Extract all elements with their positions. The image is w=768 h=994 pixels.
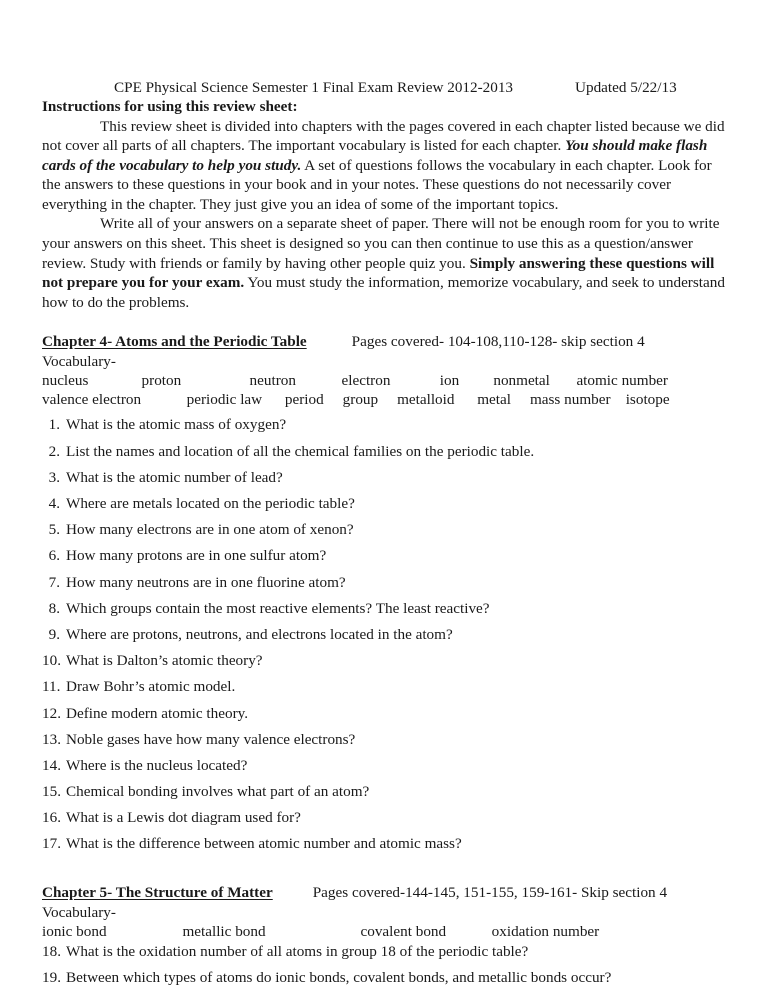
question-number: 18. xyxy=(42,942,61,960)
question-item xyxy=(42,442,730,461)
chapter-5-vocabulary-label: Vocabulary- xyxy=(42,903,116,921)
paragraph-2-part-2: You must study the information, memorize vocabulary, and seek to understand how to do the problems. xyxy=(42,274,725,311)
question-text: Where are protons, neutrons, and electrons located in the atom? xyxy=(66,625,453,643)
question-text: Which groups contain the most reactive elements? The least reactive? xyxy=(66,599,490,617)
chapter-4-heading xyxy=(42,332,730,352)
question-number: 4. xyxy=(48,495,60,512)
chapter-5-pages-covered: Pages covered-144-145, 151-155, 159-161- Skip section 4 xyxy=(312,883,668,901)
instructions-paragraph-2 xyxy=(42,214,730,312)
question-item xyxy=(42,494,730,513)
question-number: 15. xyxy=(42,783,61,801)
question-item xyxy=(42,520,730,539)
question-item xyxy=(42,468,730,487)
chapter-4-vocabulary-label: Vocabulary- xyxy=(42,353,116,371)
chapter-section-4 xyxy=(42,332,730,853)
chapter-4-title: Chapter 4- Atoms and the Periodic Table xyxy=(42,333,307,351)
document-title-line xyxy=(42,78,730,97)
paragraph-2-bold-emphasis: Simply answering these questions will not prepare you for your exam. xyxy=(42,254,715,292)
chapter-5-vocabulary-row-1: ionic bond metallic bond covalent bond oxidation number xyxy=(42,922,600,940)
question-item xyxy=(42,704,730,723)
question-item xyxy=(42,834,730,853)
question-text: Noble gases have how many valence electrons? xyxy=(66,730,356,748)
question-number: 11. xyxy=(42,678,61,696)
chapter-4-vocabulary-row-2: valence electron periodic law period group metalloid metal mass number isotope xyxy=(42,391,670,409)
question-number: 14. xyxy=(42,756,61,774)
question-text: Chemical bonding involves what part of an atom? xyxy=(66,783,370,801)
question-number: 2. xyxy=(48,442,60,460)
document-body xyxy=(42,78,730,994)
chapter-4-pages-covered: Pages covered- 104-108,110-128- skip section 4 xyxy=(351,333,645,351)
question-number: 12. xyxy=(42,704,61,722)
spacer-before-chapter-5 xyxy=(42,861,730,883)
question-number: 10. xyxy=(42,652,61,670)
question-text: What is Dalton’s atomic theory? xyxy=(66,652,263,670)
question-text: How many neutrons are in one fluorine atom? xyxy=(66,573,346,591)
paragraph-1-part-2: A set of questions follows the vocabulary in each chapter. Look for the answers to these questions in your book and in your notes. These questions do not necessarily cover everything in the chapter. They just give you an idea of some of the important topics. xyxy=(42,156,712,213)
chapter-5-question-list xyxy=(42,942,730,987)
question-item xyxy=(42,546,730,565)
chapter-5-heading xyxy=(42,883,730,903)
question-text: Draw Bohr’s atomic model. xyxy=(66,678,236,696)
document-title: CPE Physical Science Semester 1 Final Exam Review 2012-2013 xyxy=(114,79,514,96)
question-item xyxy=(42,968,730,987)
question-text: Where are metals located on the periodic table? xyxy=(66,495,355,512)
chapter-section-5 xyxy=(42,883,730,987)
question-text: What is the difference between atomic number and atomic mass? xyxy=(66,835,462,853)
question-text: How many protons are in one sulfur atom? xyxy=(66,547,327,565)
chapter-5-title: Chapter 5- The Structure of Matter xyxy=(42,883,273,901)
question-number: 5. xyxy=(48,521,60,539)
question-text: Where is the nucleus located? xyxy=(66,756,248,774)
question-item xyxy=(42,573,730,592)
question-item xyxy=(42,677,730,696)
question-text: What is the atomic number of lead? xyxy=(66,468,283,486)
instructions-paragraph-1 xyxy=(42,117,730,215)
question-number: 1. xyxy=(48,416,60,434)
paragraph-2-part-1: Write all of your answers on a separate sheet of paper. There will not be enough room for you to write your answers on this sheet. This sheet is designed so you can then continue to use this as a question/answer review. Study with friends or family by having other people quiz you. xyxy=(42,215,720,272)
question-number: 17. xyxy=(42,835,61,853)
question-number: 7. xyxy=(48,573,60,591)
question-item xyxy=(42,808,730,827)
question-item xyxy=(42,942,730,961)
question-text: Define modern atomic theory. xyxy=(66,704,249,722)
question-number: 9. xyxy=(48,625,60,643)
question-number: 6. xyxy=(48,547,60,565)
chapter-4-vocabulary-row-1: nucleus proton neutron electron ion nonmetal atomic number xyxy=(42,372,668,390)
question-text: What is the oxidation number of all atoms in group 18 of the periodic table? xyxy=(66,942,529,960)
question-text: Between which types of atoms do ionic bonds, covalent bonds, and metallic bonds occur? xyxy=(66,969,612,987)
question-item xyxy=(42,782,730,801)
question-number: 16. xyxy=(42,809,61,827)
question-text: What is a Lewis dot diagram used for? xyxy=(66,809,301,827)
question-item xyxy=(42,730,730,749)
question-text: How many electrons are in one atom of xenon? xyxy=(66,521,354,539)
question-item xyxy=(42,651,730,670)
question-text: What is the atomic mass of oxygen? xyxy=(66,416,287,434)
question-item xyxy=(42,756,730,775)
question-item xyxy=(42,625,730,644)
chapter-4-question-list xyxy=(42,415,730,853)
paragraph-1-part-1: This review sheet is divided into chapters with the pages covered in each chapter listed because we did not cover all parts of all chapters. The important vocabulary is listed for each chapter. xyxy=(42,117,725,155)
question-number: 8. xyxy=(48,599,60,617)
document-updated-date: Updated 5/22/13 xyxy=(575,79,677,96)
question-item xyxy=(42,415,730,434)
question-number: 19. xyxy=(42,969,61,987)
spacer-before-chapter-4 xyxy=(42,312,730,332)
paragraph-1-bold-italic-emphasis: You should make flash cards of the vocabulary to help you study. xyxy=(42,137,708,174)
question-item xyxy=(42,599,730,618)
question-number: 3. xyxy=(48,468,60,486)
instructions-heading: Instructions for using this review sheet: xyxy=(42,98,298,115)
question-text: List the names and location of all the chemical families on the periodic table. xyxy=(66,442,535,460)
question-number: 13. xyxy=(42,730,61,748)
